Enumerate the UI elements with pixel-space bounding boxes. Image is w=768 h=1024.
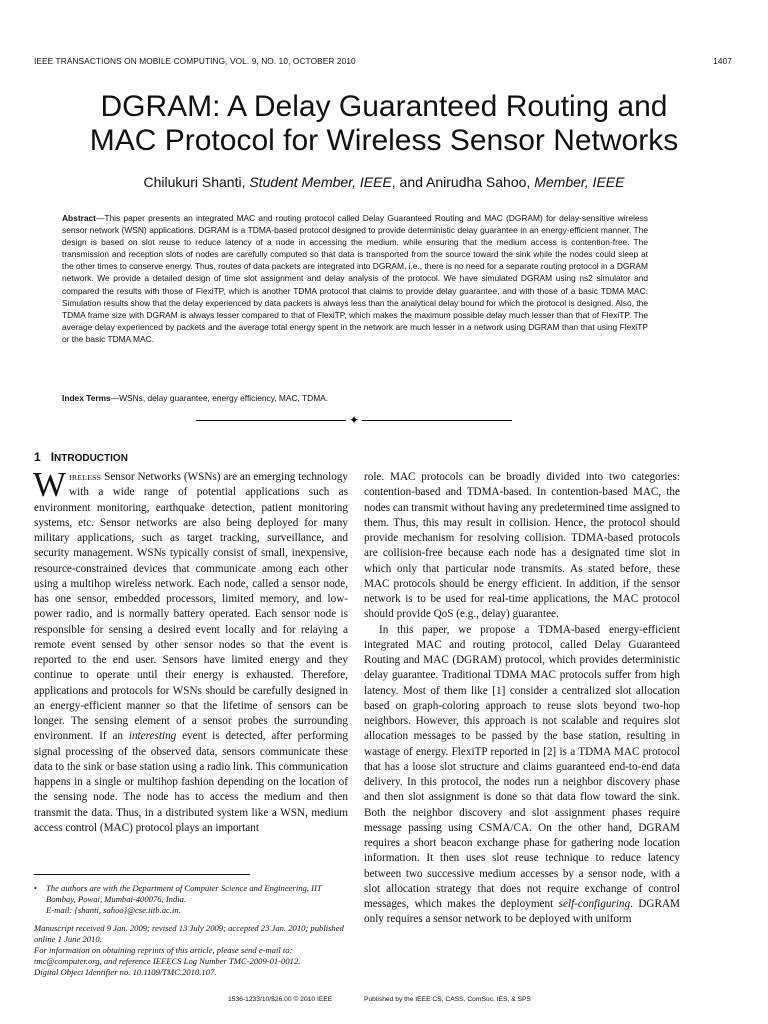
- separator-diamond-icon: ✦: [346, 412, 362, 428]
- abstract-text: —This paper presents an integrated MAC and routing protocol called Delay Guaranteed Routing and MAC (DGRAM) for delay-sensitive wireless sensor network (WSN) applications. DGRAM is a TDMA-based protocol designed to provide deterministic delay guarantee in an energy-efficient manner. The design is based on slot reuse to reduce latency of a node in accessing the medium, while ensuring that the medium access is contention-free. The transmission and reception slots of nodes are carefully computed so that data is transported from the source toward the sink while the nodes could sleep at the other times to conserve energy. Thus, routes of data packets are integrated into DGRAM, i.e., there is no need for a separate routing protocol in a DGRAM network. We provide a detailed design of time slot assignment and delay analysis of the protocol. We have simulated DGRAM using ns2 simulator and compared the results with those of FlexiTP, which is another TDMA protocol that claims to provide delay guarantee, and with those of a basic TDMA MAC. Simulation results show that the delay experienced by data packets is always less than the analytical delay bound for which the protocol is designed. Also, the TDMA frame size with DGRAM is always lesser compared to that of FlexiTP, which makes the maximum possible delay much lesser than that of FlexiTP. The average delay experienced by packets and the average total energy spent in the network are much lesser in a network using DGRAM than that using FlexiTP or the basic TDMA MAC.: [62, 213, 648, 344]
- footnote-affiliation: [34, 883, 348, 916]
- author-line: [30, 174, 738, 190]
- footnote-rule: [34, 874, 250, 875]
- issn-copyright: 1536-1233/10/$26.00 © 2010 IEEE: [228, 996, 333, 1003]
- running-header: [34, 56, 732, 70]
- footnote-doi: Digital Object Identifier no. 10.1109/TMC.2010.107.: [34, 967, 217, 977]
- body-emphasis: interesting: [128, 730, 177, 743]
- index-terms-text: —WSNs, delay guarantee, energy efficiency, MAC, TDMA.: [110, 393, 329, 403]
- body-column-left: [33, 465, 348, 836]
- index-terms-label: Index Terms: [62, 393, 111, 403]
- author-2-role: Member, IEEE: [534, 174, 625, 190]
- body-emphasis: self-configuring: [558, 898, 631, 910]
- page-number: 1407: [713, 56, 732, 66]
- paper-title: [30, 90, 738, 158]
- paper-title-line-2: MAC Protocol for Wireless Sensor Networks: [89, 124, 679, 157]
- paper-title-line-1: DGRAM: A Delay Guaranteed Routing and: [100, 90, 668, 123]
- author-1-role: Student Member, IEEE: [249, 174, 392, 190]
- abstract: [62, 212, 648, 345]
- body-paragraph: [33, 465, 348, 836]
- lead-in-smallcaps: IRELESS: [69, 473, 102, 482]
- body-text: . DGRAM only requires a sensor network to be deployed with uniform: [364, 898, 680, 926]
- footnote-reprints: For information on obtaining reprints of this article, please send e-mail to: tmc@computer.org, and reference IEEECS Log Number TMC-2009-01-0012.: [34, 945, 301, 966]
- body-paragraph: [364, 623, 680, 928]
- author-1: Chilukuri Shanti,: [143, 174, 250, 190]
- body-text: event is detected, after performing signal processing of the observed data, sensors communicate these data to the sink or base station using a radio link. This communication happens in a single or multihop fashion depending on the location of the sensing node. The node has to access the medium and then transmit the data. Thus, in a distributed system like a WSN, medium access control (MAC) protocol plays an important: [34, 730, 348, 834]
- bullet-icon: •: [34, 883, 38, 893]
- body-text: In this paper, we propose a TDMA-based energy-efficient integrated MAC and routing protocol, called Delay Guaranteed Routing and MAC (DGRAM) protocol, which provides deterministic delay guarantee. Traditional TDMA MAC protocols suffer from high latency. Most of them like [1] consider a centralized slot allocation based on graph-coloring approach to reuse slots beyond two-hop neighbors. However, this approach is not scalable and requires slot allocation messages to be passed by the base station, resulting in wastage of energy. FlexiTP reported in [2] is a TDMA MAC protocol that has a loose slot structure and claims guaranteed end-to-end data delivery. In this protocol, the nodes run a neighbor discovery phase and then slot assignment is done so that data flow toward the sink. Both the neighbor discovery and slot assignment phases require message passing using CSMA/CA. On the other hand, DGRAM requires a short beacon exchange phase for gathering node location information. It then uses slot reuse technique to reduce latency between two successive medium accesses by a sensor node, with a slot allocation strategy that does not require exchange of control messages, which makes the deployment: [364, 623, 680, 910]
- body-column-right: [364, 470, 680, 928]
- author-email: E-mail: {shanti, sahoo}@cse.iitb.ac.in.: [46, 905, 181, 915]
- author-connector: , and Anirudha Sahoo,: [391, 174, 535, 190]
- section-number: 1: [34, 450, 41, 464]
- index-terms: [62, 392, 648, 404]
- body-paragraph: role. MAC protocols can be broadly divided into two categories: contention-based and TDMA-based. In contention-based MAC, the nodes can transmit without having any predetermined time assigned to them. Thus, this may result in collision. Hence, the protocol should provide mechanism for resolving collision. TDMA-based protocols are collision-free because each node has a designated time slot in which only that particular node transmits. As stated before, these MAC protocols should be energy efficient. In addition, if the sensor network is to be used for real-time applications, the MAC protocol should provide QoS (e.g., delay) guarantee.: [364, 471, 680, 621]
- footnotes: [34, 883, 348, 978]
- abstract-label: Abstract: [62, 213, 96, 223]
- section-title-rest: NTRODUCTION: [54, 453, 128, 464]
- body-text: Sensor Networks (WSNs) are an emerging technology with a wide range of potential applications such as environment monitoring, earthquake detection, patient monitoring systems, etc. Sensor networks are also being deployed for many military applications, such as target tracking, surveillance, and security management. WSNs typically consist of small, inexpensive, resource-constrained devices that communicate among each other using a multihop wireless network. Each node, called a sensor node, has one sensor, embedded processors, limited memory, and low-power radio, and is normally battery operated. Each sensor node is responsible for sensing a desired event locally and for relaying a remote event sensed by other sensor nodes so that the event is reported to the end user. Sensors have limited energy and they continue to operate until their energy is exhausted. Therefore, applications and protocols for WSNs should be carefully designed in an energy-efficient manner so that the lifetime of sensors can be longer. The sensing element of a sensor probes the surrounding environment. If an: [34, 471, 348, 743]
- journal-info: IEEE TRANSACTIONS ON MOBILE COMPUTING, VOL. 9, NO. 10, OCTOBER 2010: [34, 56, 356, 66]
- section-title-initial: I: [50, 450, 55, 464]
- affiliation-text: The authors are with the Department of Computer Science and Engineering, IIT Bombay, Powai, Mumbai-400076, India.: [46, 883, 322, 904]
- footnote-manuscript-dates: Manuscript received 9 Jan. 2009; revised 13 July 2009; accepted 23 Jan. 2010; published online 1 June 2010.: [34, 923, 344, 944]
- page-footer: [34, 996, 734, 1008]
- publisher-line: Published by the IEEE CS, CASS, ComSoc, IES, & SPS: [364, 996, 531, 1003]
- section-heading: [34, 450, 128, 464]
- drop-cap: W: [33, 465, 67, 504]
